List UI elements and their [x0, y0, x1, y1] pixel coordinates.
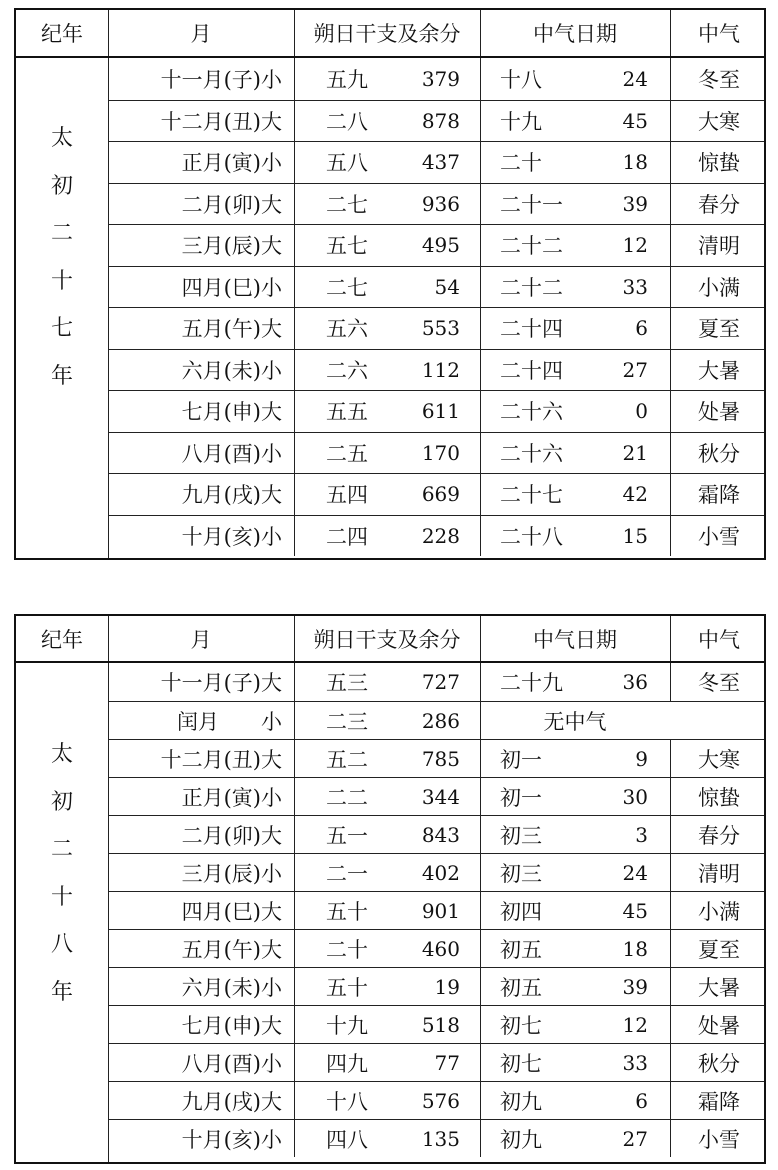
month-cell: 六月(未)小: [181, 358, 282, 383]
month-cell: 六月(未)小: [181, 975, 282, 1000]
qi-remainder-cell: 39: [622, 974, 648, 999]
qi-name-cell: 清明: [698, 234, 740, 259]
header-new-moon: 朔日干支及余分: [313, 22, 461, 46]
qi-day-cell: 初九: [500, 1127, 542, 1152]
qi-remainder-cell: 6: [635, 1088, 648, 1113]
qi-day-cell: 初五: [500, 975, 542, 1000]
era-char: 太: [50, 126, 73, 151]
column-divider: [670, 142, 671, 183]
column-divider: [670, 474, 671, 515]
ganzhi-cell: 五九: [326, 67, 368, 92]
table-row: [108, 515, 764, 557]
qi-name-cell: 春分: [698, 823, 740, 848]
column-divider: [294, 142, 295, 183]
table-row: [108, 1081, 764, 1119]
qi-name-cell: 夏至: [698, 937, 740, 962]
remainder-cell: 135: [421, 1126, 460, 1151]
remainder-cell: 228: [421, 523, 460, 548]
era-char: 十: [50, 268, 73, 294]
remainder-cell: 379: [421, 66, 460, 91]
header-qi-date: 中气日期: [533, 22, 617, 46]
column-divider: [670, 225, 671, 266]
ganzhi-cell: 五十: [326, 975, 368, 1000]
remainder-cell: 170: [421, 440, 460, 465]
table-row: [108, 739, 764, 777]
column-divider: [670, 1082, 671, 1119]
header-row: [16, 10, 764, 58]
remainder-cell: 901: [421, 898, 460, 923]
column-divider: [108, 616, 109, 661]
qi-day-cell: 二十六: [500, 400, 563, 425]
remainder-cell: 843: [421, 822, 460, 847]
column-divider: [480, 101, 481, 142]
ganzhi-cell: 二一: [326, 861, 368, 886]
column-divider: [670, 968, 671, 1005]
qi-day-cell: 二十二: [500, 234, 563, 259]
month-cell: 十月(亥)小: [181, 1127, 282, 1152]
remainder-cell: 553: [421, 316, 460, 341]
qi-name-cell: 小满: [698, 275, 740, 300]
remainder-cell: 437: [421, 150, 460, 175]
qi-name-cell: 霜降: [698, 1089, 740, 1114]
remainder-cell: 611: [421, 399, 460, 424]
qi-day-cell: 初一: [500, 747, 542, 772]
header-qi: 中气: [698, 22, 740, 46]
qi-day-cell: 初三: [500, 823, 542, 848]
month-cell: 十月(亥)小: [181, 524, 282, 549]
month-cell: 正月(寅)小: [181, 151, 282, 176]
qi-day-cell: 二十八: [500, 524, 563, 549]
qi-day-cell: 初七: [500, 1013, 542, 1038]
era-char: 初: [50, 173, 73, 199]
column-divider: [670, 516, 671, 557]
month-cell: 五月(午)大: [181, 937, 282, 962]
column-divider: [294, 1006, 295, 1043]
qi-day-cell: 二十六: [500, 441, 563, 466]
calendar-table-year-27: [14, 8, 766, 560]
month-cell: 二月(卯)大: [181, 823, 282, 848]
column-divider: [294, 267, 295, 308]
column-divider: [670, 1006, 671, 1043]
era-char: 八: [50, 932, 73, 957]
table-row: [108, 58, 764, 100]
column-divider: [294, 391, 295, 432]
column-divider: [670, 184, 671, 225]
era-label: [16, 128, 108, 413]
column-divider: [294, 616, 295, 661]
qi-remainder-cell: 18: [622, 150, 648, 175]
calendar-table-year-28: [14, 614, 766, 1164]
table-row: [108, 307, 764, 349]
column-divider: [670, 778, 671, 815]
qi-day-cell: 二十九: [500, 671, 563, 695]
column-divider: [670, 58, 671, 100]
column-divider: [670, 740, 671, 777]
qi-day-cell: 初三: [500, 861, 542, 886]
era-char: 初: [50, 789, 73, 815]
header-qi: 中气: [698, 627, 740, 652]
column-divider: [480, 1044, 481, 1081]
ganzhi-cell: 二五: [326, 441, 368, 466]
qi-day-cell: 初五: [500, 937, 542, 962]
column-divider: [294, 778, 295, 815]
month-cell: 十一月(子)大: [160, 671, 282, 695]
month-cell: 闰月 小: [177, 709, 282, 734]
qi-remainder-cell: 15: [622, 523, 648, 548]
qi-remainder-cell: 39: [622, 191, 648, 216]
column-divider: [480, 740, 481, 777]
table-row: [108, 967, 764, 1005]
era-char: 太: [50, 742, 73, 767]
column-divider: [670, 930, 671, 967]
qi-day-cell: 二十一: [500, 192, 563, 217]
qi-day-cell: 二十二: [500, 275, 563, 300]
column-divider: [294, 930, 295, 967]
column-divider: [294, 350, 295, 391]
month-cell: 十一月(子)小: [160, 67, 282, 92]
column-divider: [294, 225, 295, 266]
era-char: 七: [50, 316, 73, 341]
qi-name-cell: 惊蛰: [698, 785, 740, 810]
ganzhi-cell: 二十: [326, 937, 368, 962]
ganzhi-cell: 五二: [326, 747, 368, 772]
qi-remainder-cell: 42: [622, 482, 648, 507]
ganzhi-cell: 五一: [326, 823, 368, 848]
qi-day-cell: 二十七: [500, 483, 563, 508]
ganzhi-cell: 五五: [326, 400, 368, 425]
qi-remainder-cell: 45: [622, 898, 648, 923]
table-row: [108, 1119, 764, 1157]
column-divider: [480, 142, 481, 183]
qi-name-cell: 秋分: [698, 441, 740, 466]
header-qi-date: 中气日期: [533, 627, 617, 652]
month-cell: 八月(酉)小: [181, 1051, 282, 1076]
column-divider: [294, 433, 295, 474]
qi-remainder-cell: 36: [622, 670, 648, 694]
ganzhi-cell: 四八: [326, 1127, 368, 1152]
table-row: [108, 701, 764, 739]
qi-remainder-cell: 24: [622, 66, 648, 91]
remainder-cell: 402: [421, 860, 460, 885]
remainder-cell: 495: [421, 233, 460, 258]
qi-day-cell: 十八: [500, 67, 542, 92]
remainder-cell: 460: [421, 936, 460, 961]
column-divider: [670, 350, 671, 391]
remainder-cell: 936: [421, 191, 460, 216]
column-divider: [294, 816, 295, 853]
qi-remainder-cell: 45: [622, 108, 648, 133]
table-row: [108, 929, 764, 967]
column-divider: [480, 1006, 481, 1043]
column-divider: [294, 516, 295, 557]
qi-remainder-cell: 24: [622, 860, 648, 885]
month-cell: 五月(午)大: [181, 317, 282, 342]
qi-name-cell: 大寒: [698, 747, 740, 772]
ganzhi-cell: 五六: [326, 317, 368, 342]
column-divider: [294, 1044, 295, 1081]
column-divider: [480, 892, 481, 929]
table-row: [108, 815, 764, 853]
header-month: 月: [190, 627, 212, 652]
qi-name-cell: 春分: [698, 192, 740, 217]
column-divider: [670, 308, 671, 349]
qi-day-cell: 初一: [500, 785, 542, 810]
qi-name-cell: 小雪: [698, 524, 740, 549]
qi-name-cell: 小雪: [698, 1127, 740, 1152]
qi-name-cell: 小满: [698, 899, 740, 924]
era-char: 年: [50, 979, 73, 1005]
month-cell: 七月(申)大: [181, 400, 282, 425]
ganzhi-cell: 二二: [326, 785, 368, 810]
month-cell: 四月(巳)小: [181, 275, 282, 300]
column-divider: [294, 854, 295, 891]
ganzhi-cell: 二六: [326, 358, 368, 383]
table-row: [108, 266, 764, 308]
qi-name-cell: 冬至: [698, 671, 740, 695]
qi-name-cell: 秋分: [698, 1051, 740, 1076]
column-divider: [480, 854, 481, 891]
column-divider: [670, 391, 671, 432]
column-divider: [670, 663, 671, 701]
table-row: [108, 1043, 764, 1081]
column-divider: [480, 10, 481, 56]
column-divider: [294, 58, 295, 100]
ganzhi-cell: 五八: [326, 151, 368, 176]
month-cell: 九月(戌)大: [181, 483, 282, 508]
ganzhi-cell: 二八: [326, 109, 368, 134]
qi-day-cell: 二十: [500, 151, 542, 176]
column-divider: [480, 968, 481, 1005]
column-divider: [670, 267, 671, 308]
column-divider: [294, 10, 295, 56]
column-divider: [294, 663, 295, 701]
table-row: [108, 224, 764, 266]
table-row: [108, 390, 764, 432]
column-divider: [670, 854, 671, 891]
qi-remainder-cell: 3: [635, 822, 648, 847]
column-divider: [294, 308, 295, 349]
table-row: [108, 777, 764, 815]
column-divider: [480, 391, 481, 432]
column-divider: [294, 892, 295, 929]
column-divider: [294, 968, 295, 1005]
remainder-cell: 727: [421, 670, 460, 694]
column-divider: [480, 58, 481, 100]
ganzhi-cell: 五十: [326, 899, 368, 924]
month-cell: 正月(寅)小: [181, 785, 282, 810]
column-divider: [480, 616, 481, 661]
column-divider: [480, 184, 481, 225]
qi-remainder-cell: 27: [622, 357, 648, 382]
remainder-cell: 112: [421, 357, 460, 382]
no-qi-cell: 无中气: [543, 709, 607, 734]
qi-name-cell: 夏至: [698, 317, 740, 342]
column-divider: [294, 184, 295, 225]
month-cell: 三月(辰)小: [181, 861, 282, 886]
table-row: [108, 663, 764, 701]
ganzhi-cell: 十九: [326, 1013, 368, 1038]
column-divider: [670, 892, 671, 929]
column-divider: [294, 1082, 295, 1119]
remainder-cell: 785: [421, 746, 460, 771]
column-divider: [670, 816, 671, 853]
column-divider: [480, 1082, 481, 1119]
qi-day-cell: 初四: [500, 899, 542, 924]
qi-name-cell: 霜降: [698, 483, 740, 508]
qi-remainder-cell: 30: [622, 784, 648, 809]
ganzhi-cell: 四九: [326, 1051, 368, 1076]
column-divider: [480, 702, 481, 739]
column-divider: [480, 930, 481, 967]
column-divider: [108, 10, 109, 56]
table-row: [108, 1005, 764, 1043]
era-char: 年: [50, 363, 73, 389]
remainder-cell: 518: [421, 1012, 460, 1037]
qi-day-cell: 初九: [500, 1089, 542, 1114]
ganzhi-cell: 二七: [326, 275, 368, 300]
qi-name-cell: 处暑: [698, 1013, 740, 1038]
era-char: 二: [50, 221, 73, 246]
month-cell: 七月(申)大: [181, 1013, 282, 1038]
remainder-cell: 54: [434, 274, 460, 299]
column-divider: [480, 225, 481, 266]
table-row: [108, 349, 764, 391]
header-row: [16, 616, 764, 663]
qi-remainder-cell: 9: [635, 746, 648, 771]
qi-day-cell: 十九: [500, 109, 542, 134]
month-cell: 三月(辰)大: [181, 234, 282, 259]
qi-remainder-cell: 21: [622, 440, 648, 465]
column-divider: [480, 267, 481, 308]
table-row: [108, 473, 764, 515]
ganzhi-cell: 二七: [326, 192, 368, 217]
qi-remainder-cell: 18: [622, 936, 648, 961]
month-cell: 十二月(丑)大: [160, 109, 282, 134]
remainder-cell: 286: [421, 708, 460, 733]
ganzhi-cell: 十八: [326, 1089, 368, 1114]
qi-remainder-cell: 0: [635, 399, 648, 424]
table-row: [108, 891, 764, 929]
remainder-cell: 669: [421, 482, 460, 507]
month-cell: 二月(卯)大: [181, 192, 282, 217]
qi-remainder-cell: 33: [622, 1050, 648, 1075]
remainder-cell: 77: [434, 1050, 460, 1075]
era-label: [16, 744, 108, 1029]
column-divider: [480, 816, 481, 853]
column-divider: [294, 101, 295, 142]
remainder-cell: 878: [421, 108, 460, 133]
month-cell: 八月(酉)小: [181, 441, 282, 466]
table-row: [108, 432, 764, 474]
column-divider: [480, 474, 481, 515]
remainder-cell: 19: [434, 974, 460, 999]
column-divider: [294, 1120, 295, 1157]
column-divider: [670, 101, 671, 142]
column-divider: [480, 350, 481, 391]
ganzhi-cell: 二四: [326, 524, 368, 549]
column-divider: [294, 740, 295, 777]
table-row: [108, 183, 764, 225]
qi-name-cell: 大寒: [698, 109, 740, 134]
month-cell: 四月(巳)大: [181, 899, 282, 924]
qi-remainder-cell: 12: [622, 1012, 648, 1037]
era-char: 二: [50, 837, 73, 862]
qi-name-cell: 惊蛰: [698, 151, 740, 176]
header-month: 月: [190, 22, 212, 46]
qi-remainder-cell: 6: [635, 316, 648, 341]
column-divider: [480, 308, 481, 349]
qi-remainder-cell: 33: [622, 274, 648, 299]
column-divider: [480, 778, 481, 815]
header-era: 纪年: [41, 627, 83, 652]
month-cell: 十二月(丑)大: [160, 747, 282, 772]
qi-name-cell: 处暑: [698, 400, 740, 425]
qi-name-cell: 大暑: [698, 358, 740, 383]
qi-remainder-cell: 27: [622, 1126, 648, 1151]
qi-day-cell: 二十四: [500, 358, 563, 383]
ganzhi-cell: 五七: [326, 234, 368, 259]
table-row: [108, 141, 764, 183]
ganzhi-cell: 五三: [326, 671, 368, 695]
column-divider: [480, 1120, 481, 1157]
ganzhi-cell: 五四: [326, 483, 368, 508]
qi-remainder-cell: 12: [622, 233, 648, 258]
qi-name-cell: 清明: [698, 861, 740, 886]
table-row: [108, 853, 764, 891]
column-divider: [670, 10, 671, 56]
column-divider: [670, 1044, 671, 1081]
column-divider: [480, 516, 481, 557]
remainder-cell: 576: [421, 1088, 460, 1113]
qi-day-cell: 二十四: [500, 317, 563, 342]
table-row: [108, 100, 764, 142]
era-char: 十: [50, 884, 73, 910]
column-divider: [670, 1120, 671, 1157]
column-divider: [670, 616, 671, 661]
header-new-moon: 朔日干支及余分: [313, 627, 461, 652]
column-divider: [294, 474, 295, 515]
qi-name-cell: 冬至: [698, 67, 740, 92]
column-divider: [670, 433, 671, 474]
month-cell: 九月(戌)大: [181, 1089, 282, 1114]
remainder-cell: 344: [421, 784, 460, 809]
qi-name-cell: 大暑: [698, 975, 740, 1000]
column-divider: [480, 433, 481, 474]
header-era: 纪年: [41, 22, 83, 46]
qi-day-cell: 初七: [500, 1051, 542, 1076]
ganzhi-cell: 二三: [326, 709, 368, 734]
column-divider: [294, 702, 295, 739]
column-divider: [480, 663, 481, 701]
